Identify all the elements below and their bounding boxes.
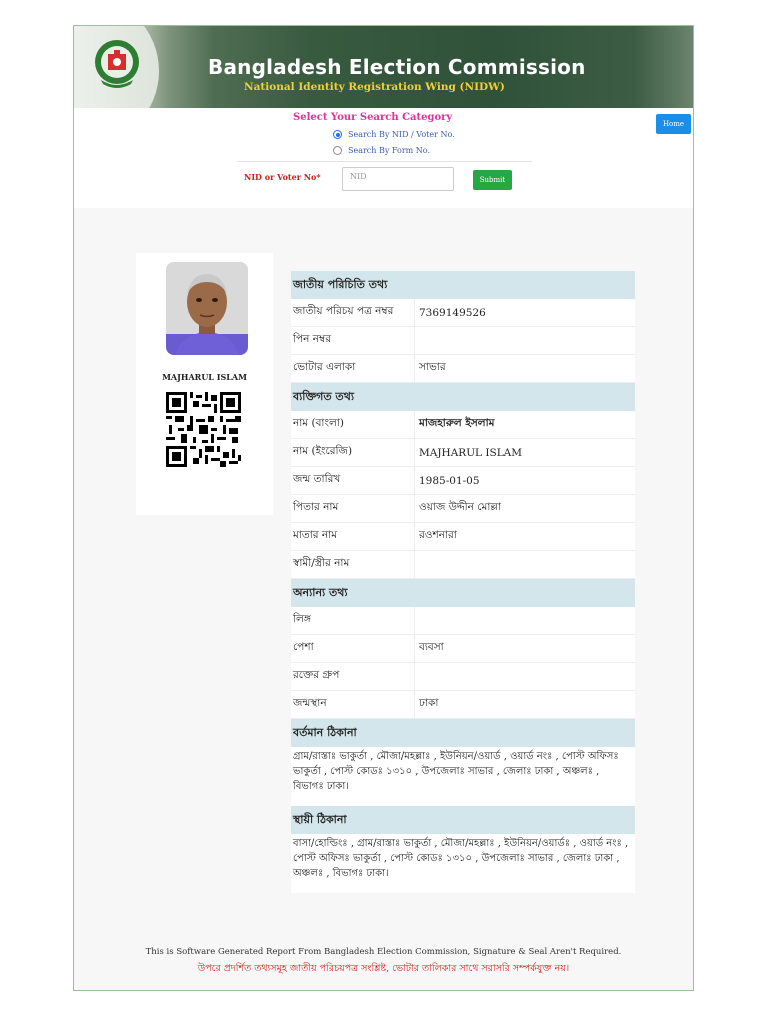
nid-input[interactable]: NID [342,167,454,191]
radio-search-by-form[interactable] [333,146,430,155]
qr-code-icon [166,392,241,467]
section-national-header: জাতীয় পরিচিতি তথ্য [291,271,635,299]
table-row [291,663,635,691]
permanent-address-text: বাসা/হোল্ডিংঃ , গ্রাম/রাস্তাঃ ভাকুর্তা , মৌজা/মহল্লাঃ , ইউনিয়ন/ওয়ার্ডঃ , ওয়ার্ড নংঃ , পোস্ট অফিসঃ ভাকুর্তা , পোস্ট কোডঃ ১৩১০ , উপজেলাঃ সাভার , জেলাঃ ঢাকা , অঞ্চলঃ , বিভাগঃ ঢাকা। [293,838,629,879]
search-panel [74,108,693,208]
row-label: পিতার নাম [291,495,415,522]
row-value [415,607,635,634]
row-value: ঢাকা [419,697,439,709]
row-label: নাম (বাংলা) [291,411,415,438]
person-name: MAJHARUL ISLAM [162,372,247,382]
table-row [291,495,635,523]
row-label: ভোটার এলাকা [291,355,415,382]
divider [237,161,532,162]
row-value [415,327,635,354]
election-commission-logo-icon [93,38,141,90]
row-value [415,551,635,578]
row-label: পিন নম্বর [291,327,415,354]
table-row [291,635,635,663]
row-label: রক্তের গ্রুপ [291,663,415,690]
table-row [291,411,635,439]
table-row [291,355,635,383]
footer-notice: উপরে প্রদর্শিত তথ্যসমূহ জাতীয় পরিচয়পত্র সংশ্লিষ্ট, ভোটার তালিকার সাথে সরাসরি সম্পর্কযুক্ত নয়। [197,963,570,974]
header-banner [74,26,693,108]
site-subtitle: National Identity Registration Wing (NIDW) [244,81,505,93]
row-value: সাভার [419,361,446,373]
footer-disclaimer: This is Software Generated Report From Bangladesh Election Commission, Signature & Seal Aren't Required. [145,947,622,957]
row-label: জন্ম তারিখ [291,467,415,494]
home-button[interactable]: Home [656,114,691,134]
radio-label-form: Search By Form No. [348,146,431,155]
table-row [291,607,635,635]
table-row [291,439,635,467]
profile-photo [166,262,248,355]
section-permanent-address-header: স্থায়ী ঠিকানা [291,806,635,834]
site-title: Bangladesh Election Commission [208,55,586,79]
radio-label-nid: Search By NID / Voter No. [348,130,455,139]
table-row [291,551,635,579]
table-row [291,691,635,719]
row-value: মাজহারুল ইসলাম [419,417,495,429]
search-category-label: Select Your Search Category [293,112,453,123]
table-row [291,523,635,551]
row-value: MAJHARUL ISLAM [419,446,522,459]
present-address-text: গ্রাম/রাস্তাঃ ভাকুর্তা , মৌজা/মহল্লাঃ , ইউনিয়ন/ওয়ার্ড , ওয়ার্ড নংঃ , পোস্ট অফিসঃ ভাকুর্তা , পোস্ট কোডঃ ১৩১০ , উপজেলাঃ সাভার , জেলাঃ ঢাকা , অঞ্চলঃ , বিভাগঃ ঢাকা। [293,751,619,792]
person-portrait-icon [166,262,248,355]
row-value: 1985-01-05 [419,474,480,487]
row-value [415,663,635,690]
table-row [291,327,635,355]
row-value: ওয়াজ উদ্দীন মোল্লা [419,501,501,513]
row-value: ব্যবসা [419,641,444,653]
row-label: নাম (ইংরেজি) [291,439,415,466]
profile-card [136,253,273,515]
table-row [291,467,635,495]
row-value: 7369149526 [419,306,486,319]
radio-search-by-nid[interactable] [333,130,455,139]
row-label: মাতার নাম [291,523,415,550]
result-panel [74,208,693,990]
radio-selected-icon[interactable] [333,130,342,139]
nid-info-table [291,271,635,893]
row-label: পেশা [291,635,415,662]
row-label: স্বামী/স্ত্রীর নাম [291,551,415,578]
table-row [291,299,635,327]
section-personal-header: ব্যক্তিগত তথ্য [291,383,635,411]
section-other-header: অন্যান্য তথ্য [291,579,635,607]
report-frame [73,25,694,991]
row-label: জন্মস্থান [291,691,415,718]
nid-field-label: NID or Voter No* [244,172,321,182]
row-value: রওশনারা [419,529,457,541]
section-present-address-header: বর্তমান ঠিকানা [291,719,635,747]
radio-unselected-icon[interactable] [333,146,342,155]
row-label: জাতীয় পরিচয় পত্র নম্বর [291,299,415,326]
row-label: লিঙ্গ [291,607,415,634]
submit-button[interactable]: Submit [473,170,512,190]
